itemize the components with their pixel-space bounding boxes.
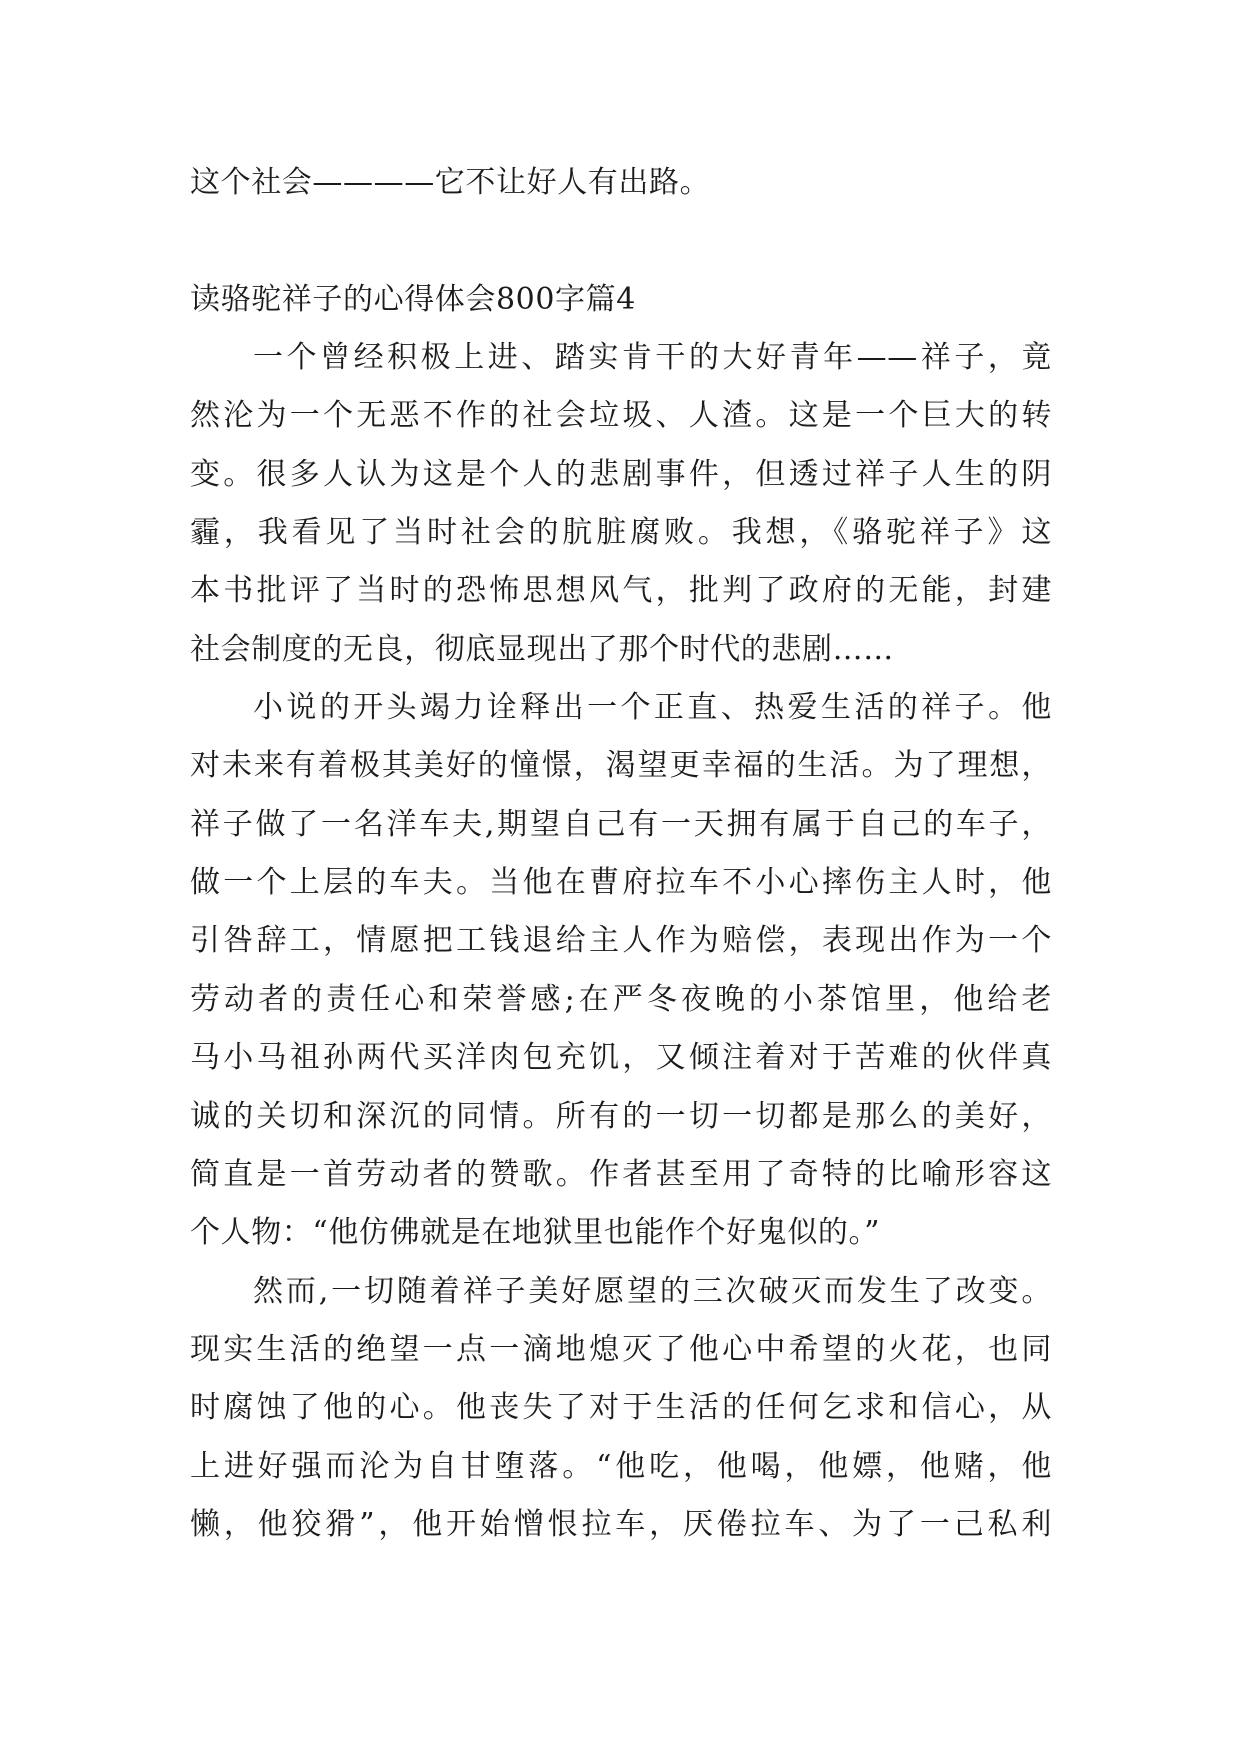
paragraph-line: 诚的关切和深沉的同情。所有的一切一切都是那么的美好， xyxy=(190,1098,1052,1134)
paragraph-line: 做一个上层的车夫。当他在曹府拉车不小心摔伤主人时，他 xyxy=(190,865,1052,901)
paragraph-line: 上进好强而沦为自甘堕落。“他吃，他喝，他嫖，他赌，他 xyxy=(190,1448,1052,1484)
paragraph-line: 一个曾经积极上进、踏实肯干的大好青年——祥子，竟 xyxy=(253,340,1052,376)
paragraph-line: 马小马祖孙两代买洋肉包充饥，又倾注着对于苦难的伙伴真 xyxy=(190,1040,1052,1076)
continued-text-line: 这个社会————它不让好人有出路。 xyxy=(190,165,711,200)
paragraph-line: 然而,一切随着祥子美好愿望的三次破灭而发生了改变。 xyxy=(253,1273,1052,1309)
paragraph-line: 小说的开头竭力诠释出一个正直、热爱生活的祥子。他 xyxy=(253,690,1052,726)
paragraph-line: 然沦为一个无恶不作的社会垃圾、人渣。这是一个巨大的转 xyxy=(190,398,1052,434)
paragraph-line: 对未来有着极其美好的憧憬，渴望更幸福的生活。为了理想， xyxy=(190,748,1052,784)
paragraph-line: 时腐蚀了他的心。他丧失了对于生活的任何乞求和信心，从 xyxy=(190,1390,1052,1426)
paragraph-line: 霾，我看见了当时社会的肮脏腐败。我想，《骆驼祥子》这 xyxy=(190,515,1052,551)
paragraph-line: 祥子做了一名洋车夫,期望自己有一天拥有属于自己的车子， xyxy=(190,806,1052,842)
paragraph-line: 引咎辞工，情愿把工钱退给主人作为赔偿，表现出作为一个 xyxy=(190,923,1052,959)
paragraph-line: 懒，他狡猾”，他开始憎恨拉车，厌倦拉车、为了一己私利 xyxy=(190,1506,1052,1542)
section-heading: 读骆驼祥子的心得体会800字篇4 xyxy=(190,281,636,317)
paragraph-line: 简直是一首劳动者的赞歌。作者甚至用了奇特的比喻形容这 xyxy=(190,1156,1052,1192)
paragraph-line: 个人物：“他仿佛就是在地狱里也能作个好鬼似的。” xyxy=(190,1215,881,1251)
blank-line xyxy=(190,212,1052,270)
document-body xyxy=(190,154,1052,1554)
paragraph-2 xyxy=(190,679,1052,1262)
paragraph-line: 变。很多人认为这是个人的悲剧事件，但透过祥子人生的阴 xyxy=(190,456,1052,492)
paragraph-line: 本书批评了当时的恐怖思想风气，批判了政府的无能，封建 xyxy=(190,573,1052,609)
paragraph-1 xyxy=(190,329,1052,679)
paragraph-3 xyxy=(190,1263,1052,1555)
paragraph-line: 社会制度的无良，彻底显现出了那个时代的悲剧…… xyxy=(190,631,894,667)
paragraph-line: 劳动者的责任心和荣誉感;在严冬夜晚的小茶馆里，他给老 xyxy=(190,981,1052,1017)
paragraph-line: 现实生活的绝望一点一滴地熄灭了他心中希望的火花，也同 xyxy=(190,1331,1052,1367)
